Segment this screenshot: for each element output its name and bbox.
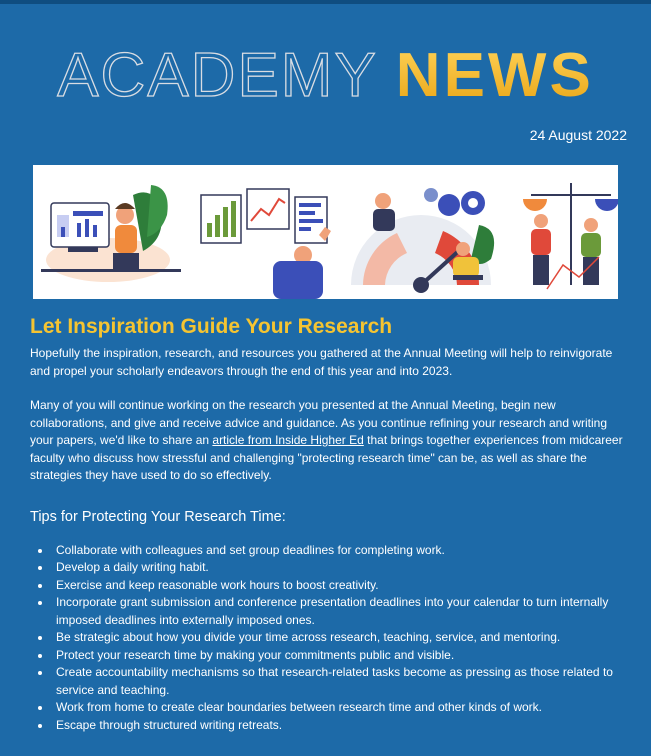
tip-item: Be strategic about how you divide your time across research, teaching, service, and mentoring. — [30, 629, 626, 647]
scene-gauge — [351, 188, 494, 293]
tip-item: Create accountability mechanisms so that research-related tasks become as pressing as those related to service and teaching. — [30, 664, 626, 699]
tip-item: Protect your research time by making your commitments public and visible. — [30, 647, 626, 665]
tip-item: Exercise and keep reasonable work hours to boost creativity. — [30, 577, 626, 595]
article-headline: Let Inspiration Guide Your Research — [30, 315, 393, 338]
tip-item: Work from home to create clear boundaries between research time and other kinds of work. — [30, 699, 626, 717]
tip-item: Collaborate with colleagues and set group deadlines for completing work. — [30, 542, 626, 560]
tips-heading: Tips for Protecting Your Research Time: — [30, 508, 286, 525]
article-body — [30, 314, 626, 734]
scene-charts — [201, 189, 331, 299]
tip-item: Incorporate grant submission and conference presentation deadlines into your calendar to turn internally imposed deadlines into externally imposed ones. — [30, 594, 626, 629]
tip-item: Escape through structured writing retreats. — [30, 717, 626, 735]
inside-higher-ed-link[interactable]: article from Inside Higher Ed — [212, 433, 364, 447]
issue-date: 24 August 2022 — [529, 127, 627, 143]
tip-item: Develop a daily writing habit. — [30, 559, 626, 577]
masthead-news-word: NEWS — [395, 41, 594, 110]
banner-illustration — [33, 165, 618, 299]
paragraph-text-after-link: that brings together experiences from midcareer faculty who discuss how stressful and challenging "protecting research time" can be, as well as share the strategies they have used to do so effectively. — [30, 433, 623, 482]
intro-paragraph: Hopefully the inspiration, research, and resources you gathered at the Annual Meeting will help to reinvigorate and propel your scholarly endeavors through the end of this year and into 2023. — [30, 346, 613, 378]
masthead-academy-word: ACADEMY — [57, 41, 378, 110]
scene-scales — [523, 183, 618, 289]
research-illustration-banner — [33, 165, 618, 299]
top-border — [0, 0, 651, 4]
paragraph-text-before-link: Many of you will continue working on the research you presented at the Annual Meeting, begin new collaborations, and give and receive advice and guidance. As you continue refining your research and writing your papers, we'd like to share an — [30, 398, 608, 447]
tips-list — [30, 542, 626, 735]
article-paragraph — [30, 397, 626, 485]
scene-desk-monitor — [41, 185, 181, 282]
newsletter-masthead — [0, 36, 651, 116]
